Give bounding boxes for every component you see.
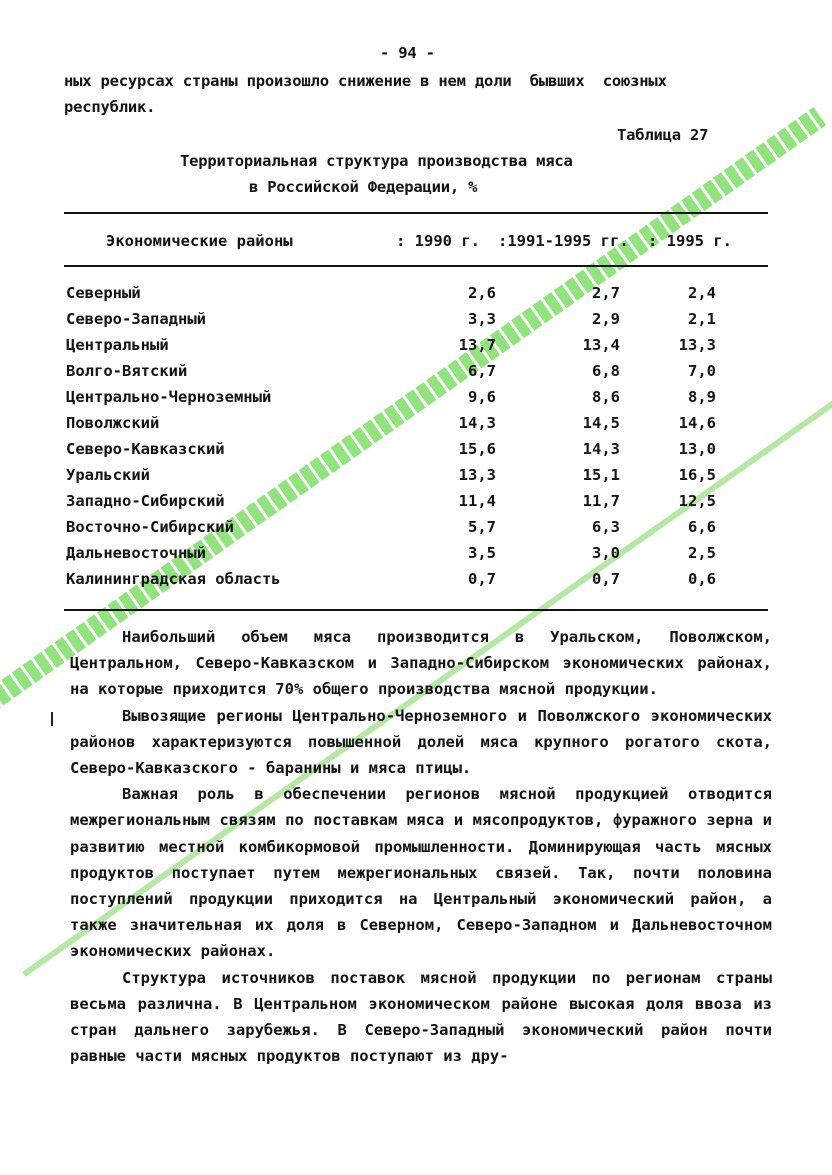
table-title-line-2: в Российской Федерации, % xyxy=(249,178,478,196)
table-row xyxy=(64,310,768,336)
value-1991-1995: 2,9 xyxy=(592,310,620,328)
value-1990: 0,7 xyxy=(468,570,496,588)
region-name: Поволжский xyxy=(66,414,160,432)
value-1995: 8,9 xyxy=(688,388,716,406)
margin-mark xyxy=(51,712,53,726)
region-name: Калининградская область xyxy=(66,570,281,588)
region-name: Центрально-Черноземный xyxy=(66,388,272,406)
value-1991-1995: 3,0 xyxy=(592,544,620,562)
header-1990: : 1990 г. xyxy=(396,232,480,250)
table-row xyxy=(64,518,768,544)
region-name: Центральный xyxy=(66,336,169,354)
table-top-rule xyxy=(64,212,768,214)
paragraph: Структура источников поставок мясной продукции по регионам страны весьма различна. В Центральном экономическом районе высокая доля ввоза из стран дальнего зарубежья. В Северо-Западный экономический район почти равные части мясных продуктов поступают из дру- xyxy=(70,968,772,1066)
value-1990: 13,3 xyxy=(458,466,496,484)
value-1991-1995: 13,4 xyxy=(582,336,620,354)
table-row xyxy=(64,466,768,492)
value-1991-1995: 0,7 xyxy=(592,570,620,588)
value-1995: 2,4 xyxy=(688,284,716,302)
region-name: Дальневосточный xyxy=(66,544,206,562)
table-row xyxy=(64,388,768,414)
region-name: Волго-Вятский xyxy=(66,362,188,380)
header-1995: : 1995 г. xyxy=(648,232,732,250)
region-name: Северный xyxy=(66,284,141,302)
value-1995: 2,5 xyxy=(688,544,716,562)
table-label: Таблица 27 xyxy=(617,126,709,144)
body-text xyxy=(70,624,772,1069)
region-name: Западно-Сибирский xyxy=(66,492,225,510)
value-1990: 11,4 xyxy=(458,492,496,510)
table-row xyxy=(64,336,768,362)
value-1991-1995: 14,5 xyxy=(582,414,620,432)
value-1990: 3,5 xyxy=(468,544,496,562)
header-regions: Экономические районы xyxy=(106,232,293,250)
value-1991-1995: 15,1 xyxy=(582,466,620,484)
region-name: Северо-Западный xyxy=(66,310,206,328)
table-row xyxy=(64,284,768,310)
value-1995: 13,0 xyxy=(678,440,716,458)
value-1991-1995: 6,3 xyxy=(592,518,620,536)
region-name: Северо-Кавказский xyxy=(66,440,225,458)
table-row xyxy=(64,362,768,388)
value-1991-1995: 6,8 xyxy=(592,362,620,380)
intro-line-2: республик. xyxy=(64,98,156,116)
value-1990: 2,6 xyxy=(468,284,496,302)
value-1991-1995: 2,7 xyxy=(592,284,620,302)
paragraph: Важная роль в обеспечении регионов мясной продукцией отводится межрегиональным связям по поставкам мяса и мясопродуктов, фуражного зерна и развитию местной комбикормовой промышленности. Доминирующая часть мясных продуктов поступает путем межрегиональных связей. Так, почти половина поступлений продукции приходится на Центральный экономический район, а также значительная их доля в Северном, Северо-Западном и Дальневосточном экономических районах. xyxy=(70,785,772,961)
value-1995: 7,0 xyxy=(688,362,716,380)
region-name: Восточно-Сибирский xyxy=(66,518,234,536)
region-name: Уральский xyxy=(66,466,150,484)
table-row xyxy=(64,492,768,518)
value-1991-1995: 8,6 xyxy=(592,388,620,406)
value-1995: 16,5 xyxy=(678,466,716,484)
table-row xyxy=(64,570,768,596)
paragraph: Наибольший объем мяса производится в Уральском, Поволжском, Центральном, Северо-Кавказском и Западно-Сибирском экономических районах, на которые приходится 70% общего производства мясной продукции. xyxy=(70,628,772,699)
value-1991-1995: 11,7 xyxy=(582,492,620,510)
value-1995: 0,6 xyxy=(688,570,716,588)
table-title-line-1: Территориальная структура производства мяса xyxy=(180,152,573,170)
paragraph: Вывозящие регионы Центрально-Черноземного и Поволжского экономических районов характеризуются повышенной долей мяса крупного рогатого скота, Северо-Кавказского - баранины и мяса птицы. xyxy=(70,706,772,778)
value-1990: 5,7 xyxy=(468,518,496,536)
value-1990: 15,6 xyxy=(458,440,496,458)
intro-line-1: ных ресурсах страны произошло снижение в нем доли бывших союзных xyxy=(64,72,667,90)
table-bottom-rule xyxy=(64,609,768,611)
table-row xyxy=(64,414,768,440)
value-1991-1995: 14,3 xyxy=(582,440,620,458)
value-1990: 14,3 xyxy=(458,414,496,432)
value-1995: 2,1 xyxy=(688,310,716,328)
value-1990: 9,6 xyxy=(468,388,496,406)
value-1995: 12,5 xyxy=(678,492,716,510)
table-row xyxy=(64,440,768,466)
table-row xyxy=(64,544,768,570)
page-number: - 94 - xyxy=(380,44,435,62)
table-header-rule xyxy=(64,265,768,267)
value-1995: 6,6 xyxy=(688,518,716,536)
value-1995: 14,6 xyxy=(678,414,716,432)
value-1990: 6,7 xyxy=(468,362,496,380)
header-1991-1995: :1991-1995 гг. xyxy=(498,232,629,250)
value-1990: 13,7 xyxy=(458,336,496,354)
value-1990: 3,3 xyxy=(468,310,496,328)
value-1995: 13,3 xyxy=(678,336,716,354)
